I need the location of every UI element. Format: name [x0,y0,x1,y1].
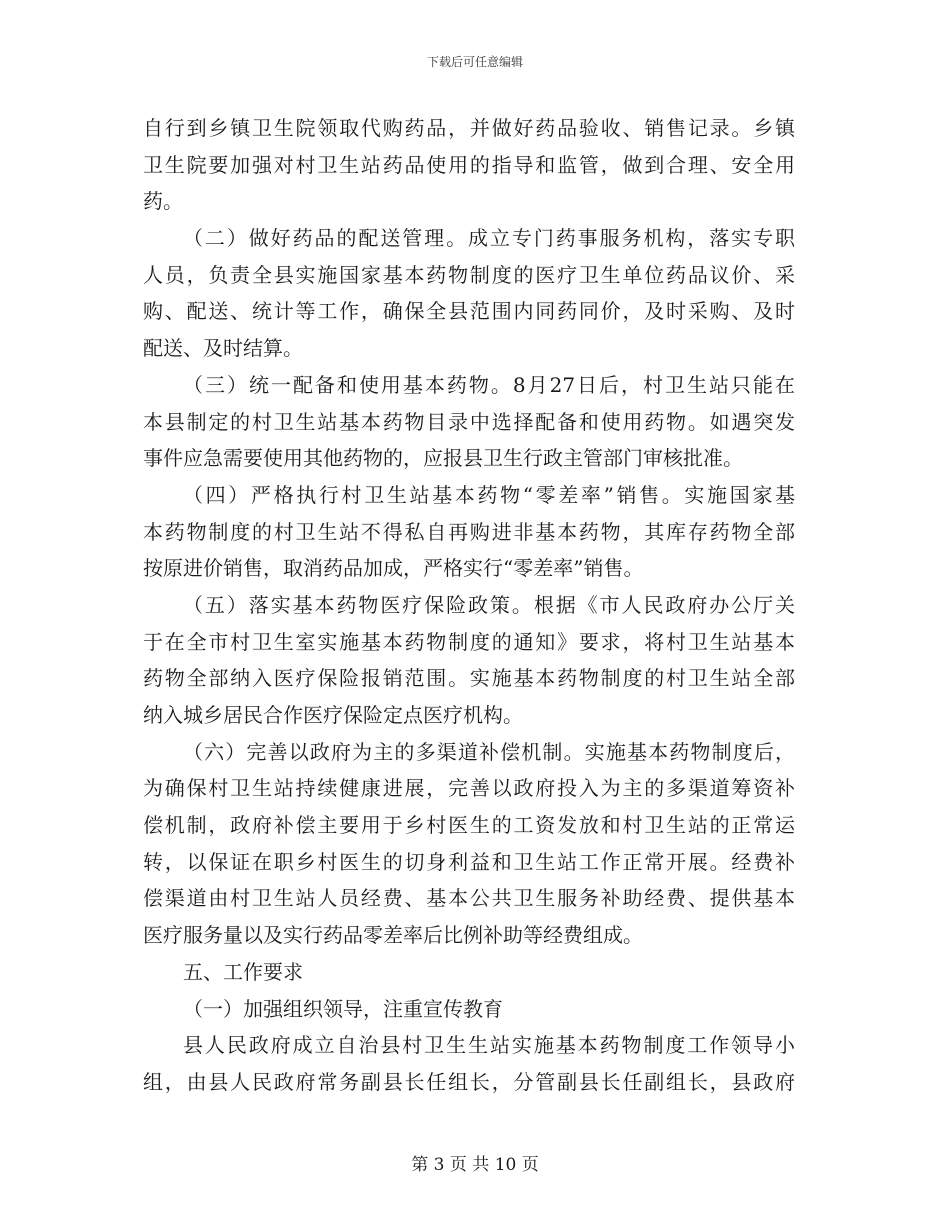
text-line: 转，以保证在职乡村医生的切身利益和卫生站工作正常开展。经费补 [143,849,795,874]
text-line: 事件应急需要使用其他药物的，应报县卫生行政主管部门审核批准。 [143,446,743,471]
measure-paragraph [143,367,795,477]
text-line: 按原进价销售，取消药品加成，严格实行“零差率”销售。 [143,556,644,581]
header-note: 下载后可任意编辑 [426,55,523,69]
text-line: 药物全部纳入医疗保险报销范围。实施基本药物制度的村卫生站全部 [143,666,795,691]
text-line: 卫生院要加强对村卫生站药品使用的指导和监管，做到合理、安全用 [143,152,795,177]
measure-paragraph [143,477,795,587]
text-line: 本药物制度的村卫生站不得私自再购进非基本药物，其库存药物全部 [143,519,795,544]
text-line: （五）落实基本药物医疗保险政策。根据《市人民政府办公厅关 [183,592,795,617]
text-line: 组，由县人民政府常务副县长任组长，分管副县长任副组长，县政府 [143,1069,795,1094]
measure-paragraph [143,220,795,367]
text-line: 本县制定的村卫生站基本药物目录中选择配备和使用药物。如遇突发 [143,409,795,434]
document-body [143,110,795,1101]
text-line: 自行到乡镇卫生院领取代购药品，并做好药品验收、销售记录。乡镇 [143,116,795,140]
text-line: （四）严格执行村卫生站基本药物“零差率”销售。实施国家基 [183,482,795,507]
text-line: 偿渠道由村卫生站人员经费、基本公共卫生服务补助经费、提供基本 [143,886,795,911]
text-line: 购、配送、统计等工作，确保全县范围内同药同价，及时采购、及时 [143,299,795,324]
text-line: （六）完善以政府为主的多渠道补偿机制。实施基本药物制度后， [183,739,795,764]
measure-paragraph [143,734,795,954]
text-line: 于在全市村卫生室实施基本药物制度的通知》要求，将村卫生站基本 [143,629,795,654]
text-line: 县人民政府成立自治县村卫生生站实施基本药物制度工作领导小 [183,1033,795,1058]
subsection-heading: （一）加强组织领导，注重宣传教育 [183,996,503,1021]
text-line: 纳入城乡居民合作医疗保险定点医疗机构。 [143,703,523,727]
text-line: （三）统一配备和使用基本药物。8月27日后，村卫生站只能在 [183,372,795,397]
page-number: 第 3 页 共 10 页 [411,1155,539,1175]
subsection-paragraph [143,1027,795,1100]
measure-list [143,220,795,954]
text-line: 药。 [143,189,183,214]
text-line: 人员，负责全县实施国家基本药物制度的医疗卫生单位药品议价、采 [143,262,795,287]
text-line: 偿机制，政府补偿主要用于乡村医生的工资发放和村卫生站的正常运 [143,813,795,838]
text-line: 配送、及时结算。 [143,336,303,361]
text-line: （二）做好药品的配送管理。成立专门药事服务机构，落实专职 [183,226,795,251]
text-line: 医疗服务量以及实行药品零差率后比例补助等经费组成。 [143,923,643,948]
section-heading: 五、工作要求 [183,959,303,984]
text-line: 为确保村卫生站持续健康进展，完善以政府投入为主的多渠道筹资补 [143,776,795,801]
measure-paragraph [143,587,795,734]
continued-paragraph [143,110,795,220]
